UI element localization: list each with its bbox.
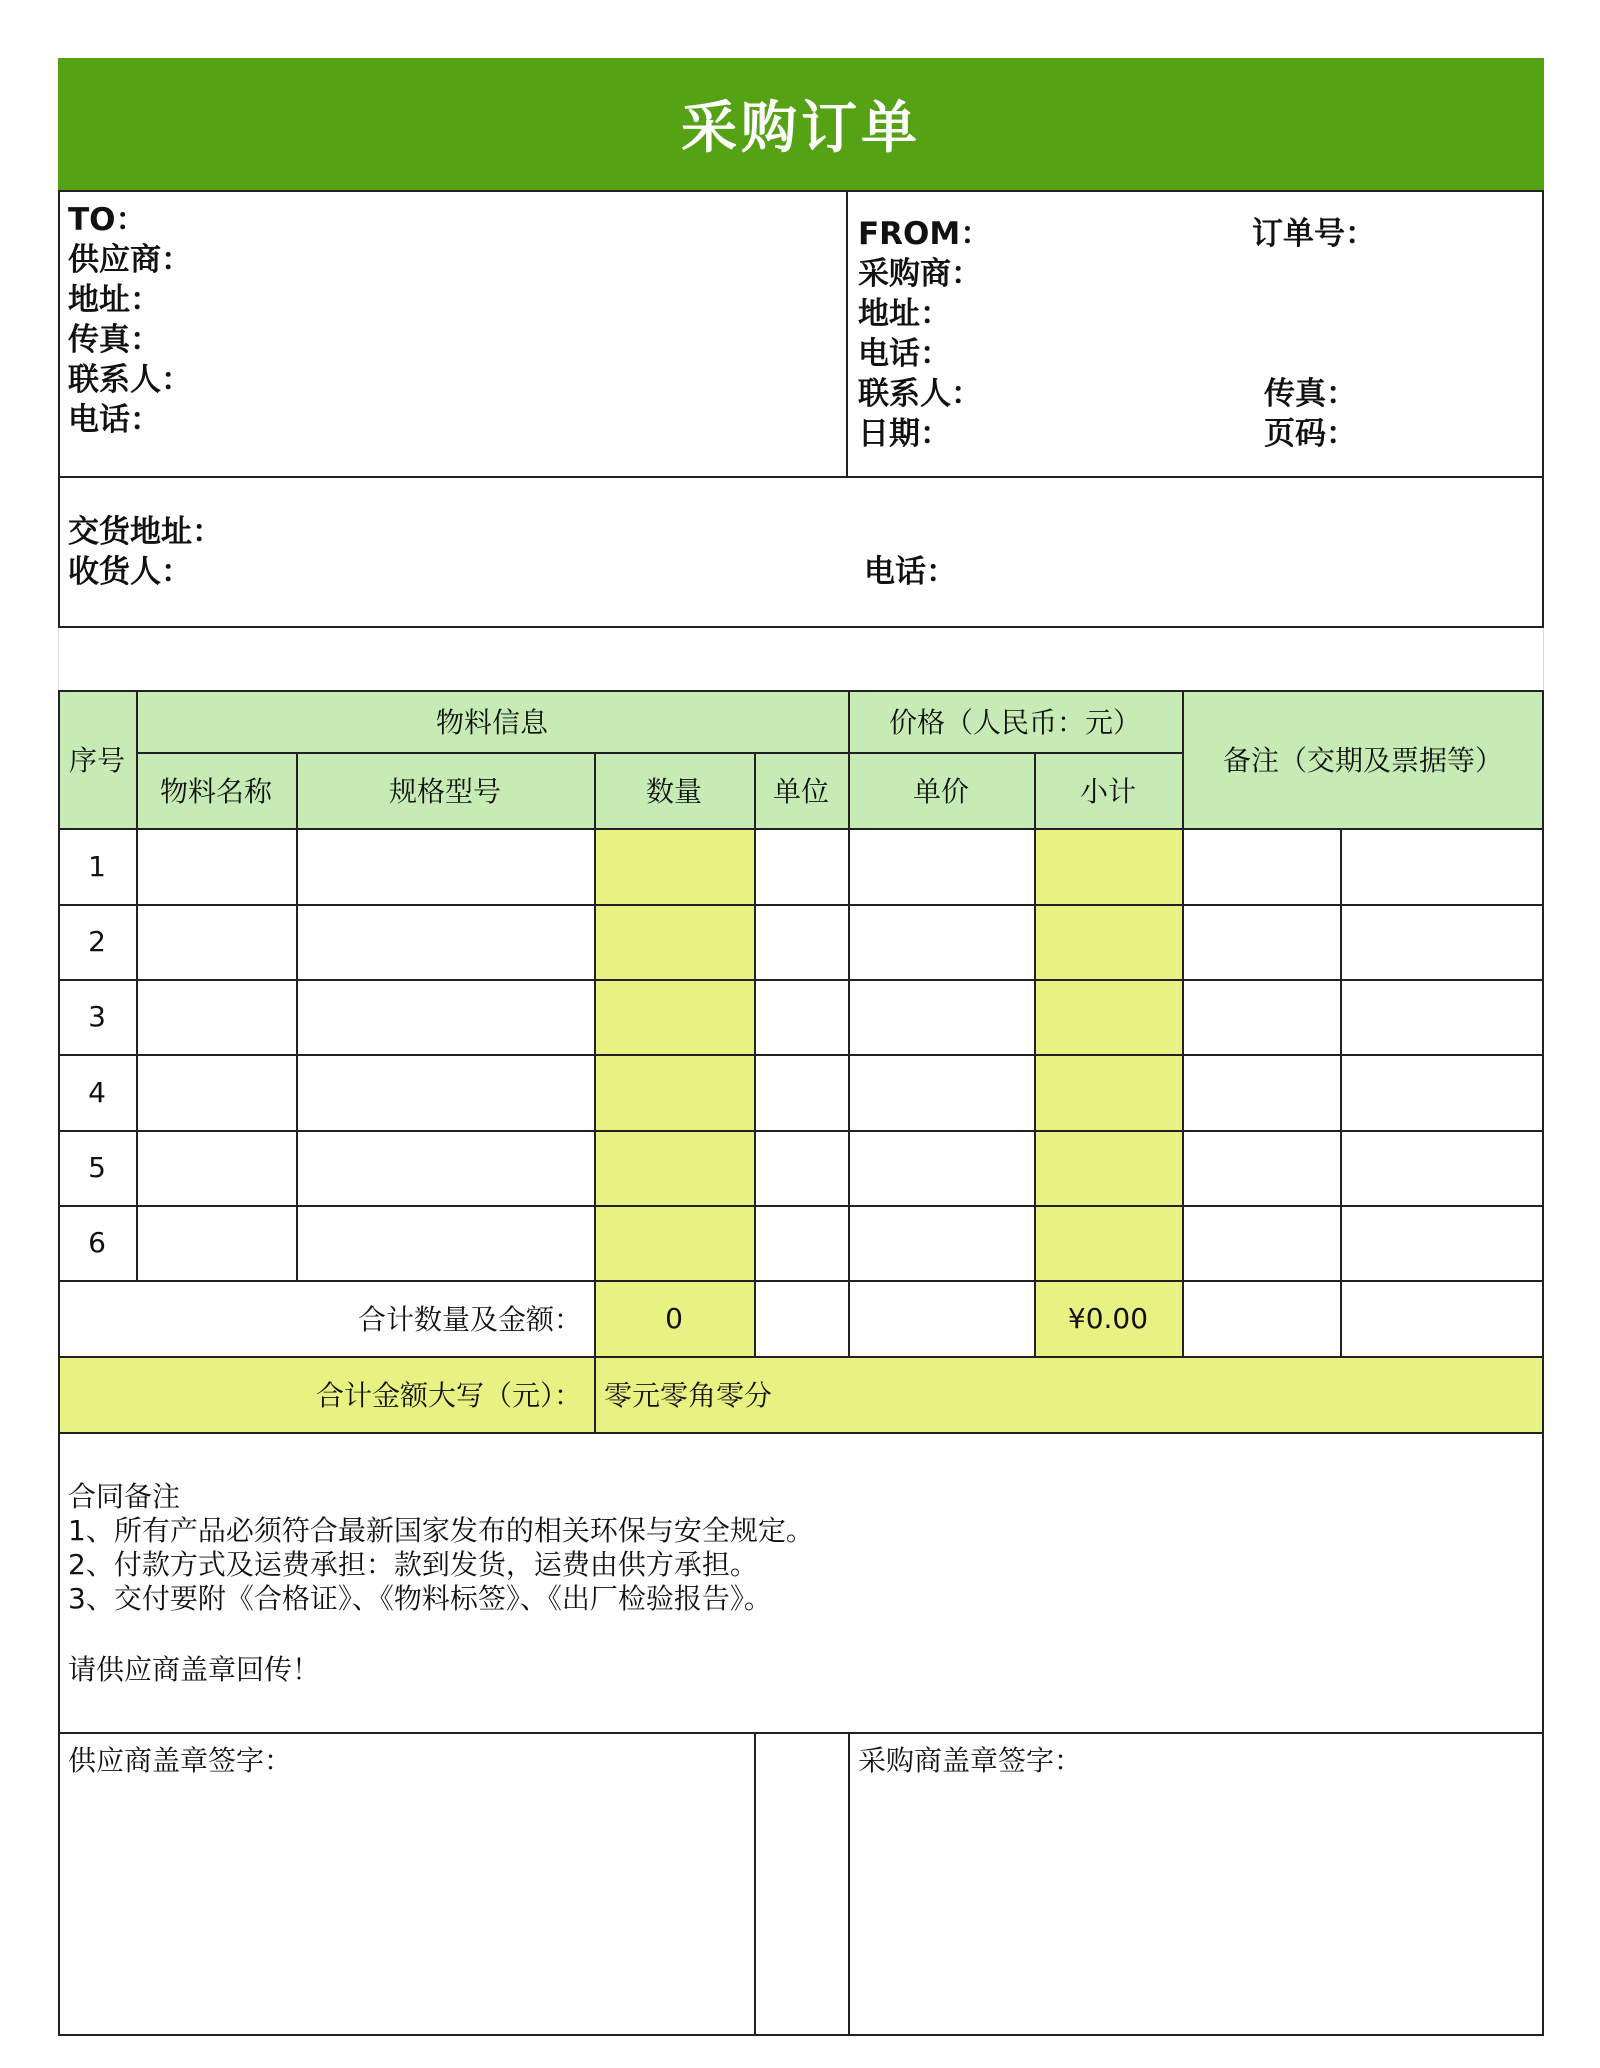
from-fax-label: 传真： [1264,376,1357,412]
page-title: 采购订单 [58,58,1544,190]
to-address-label: 地址： [68,282,161,318]
signature-divider-1 [754,1732,756,2036]
delivery-address-label: 交货地址： [68,514,223,550]
uppercase-amount-value: 零元零角零分 [604,1379,773,1412]
notes-line: 1、所有产品必须符合最新国家发布的相关环保与安全规定。 [68,1514,814,1547]
delivery-phone-label: 电话： [864,554,957,590]
table-row: 6 [88,1226,106,1259]
to-contact-label: 联系人： [68,362,192,398]
total-label: 合计数量及金额： [357,1303,582,1336]
receiver-label: 收货人： [68,554,192,590]
to-label: TO： [68,202,147,238]
total-quantity: 0 [665,1301,683,1335]
header-spec: 规格型号 [388,775,501,808]
uppercase-amount-label: 合计金额大写（元）： [315,1379,582,1412]
table-row: 3 [88,1000,106,1033]
header-material-info: 物料信息 [435,706,548,739]
to-fax-label: 传真： [68,322,161,358]
header-unit-price: 单价 [912,775,969,808]
notes-closing: 请供应商盖章回传！ [68,1653,321,1686]
header-qty: 数量 [645,775,702,808]
header-unit: 单位 [772,775,829,808]
supplier-signature-label: 供应商盖章签字： [68,1744,293,1777]
notes-line: 2、付款方式及运费承担：款到发货，运费由供方承担。 [68,1548,758,1581]
to-phone-label: 电话： [68,402,161,438]
order-number-label: 订单号： [1252,216,1376,252]
header-seq: 序号 [68,744,125,777]
table-row: 2 [88,925,106,958]
header-subtotal: 小计 [1079,775,1136,808]
contract-notes [68,1480,814,1616]
from-label: FROM： [858,216,992,252]
buyer-signature-label: 采购商盖章签字： [858,1744,1083,1777]
from-page-label: 页码： [1264,416,1357,452]
table-row: 1 [88,849,106,883]
table-row: 4 [88,1075,106,1109]
table-row: 5 [88,1151,106,1184]
from-contact-label: 联系人： [858,376,982,412]
from-address-label: 地址： [858,296,951,332]
notes-line: 3、交付要附《合格证》、《物料标签》、《出厂检验报告》。 [68,1582,772,1615]
header-remark: 备注（交期及票据等） [1222,744,1503,777]
header-name: 物料名称 [159,775,272,808]
signature-divider-2 [848,1732,850,2036]
from-buyer-label: 采购商： [858,256,982,292]
from-date-label: 日期： [858,416,951,452]
header-price-group: 价格（人民币：元） [888,706,1141,739]
from-phone-label: 电话： [858,336,951,372]
notes-title: 合同备注 [68,1480,181,1513]
total-amount: ¥0.00 [1067,1301,1149,1335]
to-supplier-label: 供应商： [68,242,192,278]
